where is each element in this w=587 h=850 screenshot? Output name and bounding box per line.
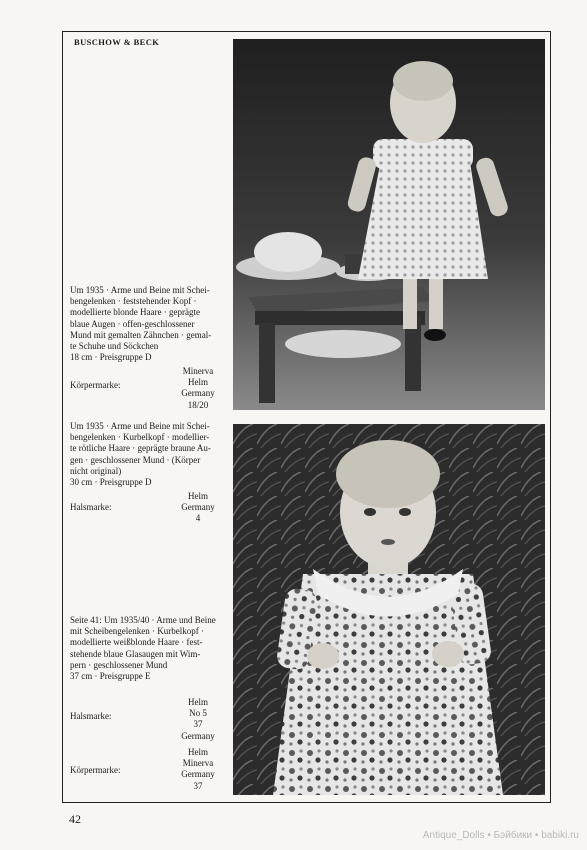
caption-line: 37 cm · Preisgruppe E: [70, 671, 151, 682]
photo-doll-floral-dress-image: [233, 424, 545, 795]
caption-line: Um 1935 · Arme und Beine mit Schei-: [70, 285, 210, 295]
page-number: 42: [69, 812, 81, 826]
caption-line: modellierte weißblonde Haare · fest-: [70, 637, 203, 648]
mark-value-line: 4: [195, 513, 201, 524]
mark-value-line: 37: [193, 780, 203, 791]
mark-label: Körpermarke:: [70, 765, 121, 775]
mark-value-line: Germany: [181, 769, 215, 780]
mark-label: Halsmarke:: [70, 502, 112, 512]
mark-value: [166, 747, 230, 792]
caption-line: Um 1935 · Arme und Beine mit Schei-: [70, 421, 210, 431]
mark-value-line: Minerva: [182, 758, 214, 769]
photo-doll-table: [233, 39, 545, 410]
caption-line: modellierte blonde Haare · geprägte: [70, 307, 200, 318]
caption-line: Mund mit gemalten Zähnchen · gemal-: [70, 329, 212, 340]
caption-line: te rötliche Haare · geprägte braune Au-: [70, 443, 211, 454]
mark-value-line: Minerva: [182, 366, 214, 376]
caption-line: pern · geschlossener Mund: [70, 659, 168, 670]
mark-value-line: No 5: [189, 708, 207, 719]
caption-line: bengelenken · feststehender Kopf ·: [70, 296, 197, 307]
mark-value-line: Germany: [181, 730, 215, 741]
mark-value-line: Helm: [188, 697, 208, 707]
photo-doll-floral-dress: [233, 424, 545, 795]
mark-value: [166, 366, 230, 411]
mark-label: Halsmarke:: [70, 711, 112, 721]
watermark: Antique_Dolls • Бэйбики • babiki.ru: [422, 830, 579, 841]
caption-line: nicht original): [70, 465, 122, 476]
brand-header: BUSCHOW & BECK: [74, 37, 160, 47]
caption-line: gen · geschlossener Mund · (Körper: [70, 454, 201, 465]
mark-value: [166, 697, 230, 742]
caption-entry-1: [70, 285, 230, 363]
mark-value-line: Helm: [188, 747, 208, 757]
mark-value-line: Germany: [181, 388, 215, 399]
mark-value-line: 18/20: [187, 399, 209, 410]
mark-value: [166, 491, 230, 525]
caption-line: blaue Augen · offen-geschlossener: [70, 318, 195, 329]
caption-line: te Schuhe und Söckchen: [70, 341, 159, 352]
caption-line: stehende blaue Glasaugen mit Wim-: [70, 648, 201, 659]
caption-line: 30 cm · Preisgruppe D: [70, 477, 152, 488]
mark-value-line: Germany: [181, 502, 215, 513]
mark-value-line: 37: [193, 719, 203, 730]
caption-line: 18 cm · Preisgruppe D: [70, 352, 152, 363]
caption-line: bengelenken · Kurbelkopf · modellier-: [70, 432, 210, 443]
caption-entry-2: [70, 421, 230, 488]
mark-value-line: Helm: [188, 491, 208, 501]
mark-value-line: Helm: [188, 377, 208, 388]
caption-line: mit Scheibengelenken · Kurbelkopf ·: [70, 626, 204, 637]
photo-doll-table-image: [233, 39, 545, 410]
caption-entry-3: [70, 615, 230, 682]
mark-label: Körpermarke:: [70, 380, 121, 390]
caption-line: Seite 41: Um 1935/40 · Arme und Beine: [70, 615, 216, 625]
